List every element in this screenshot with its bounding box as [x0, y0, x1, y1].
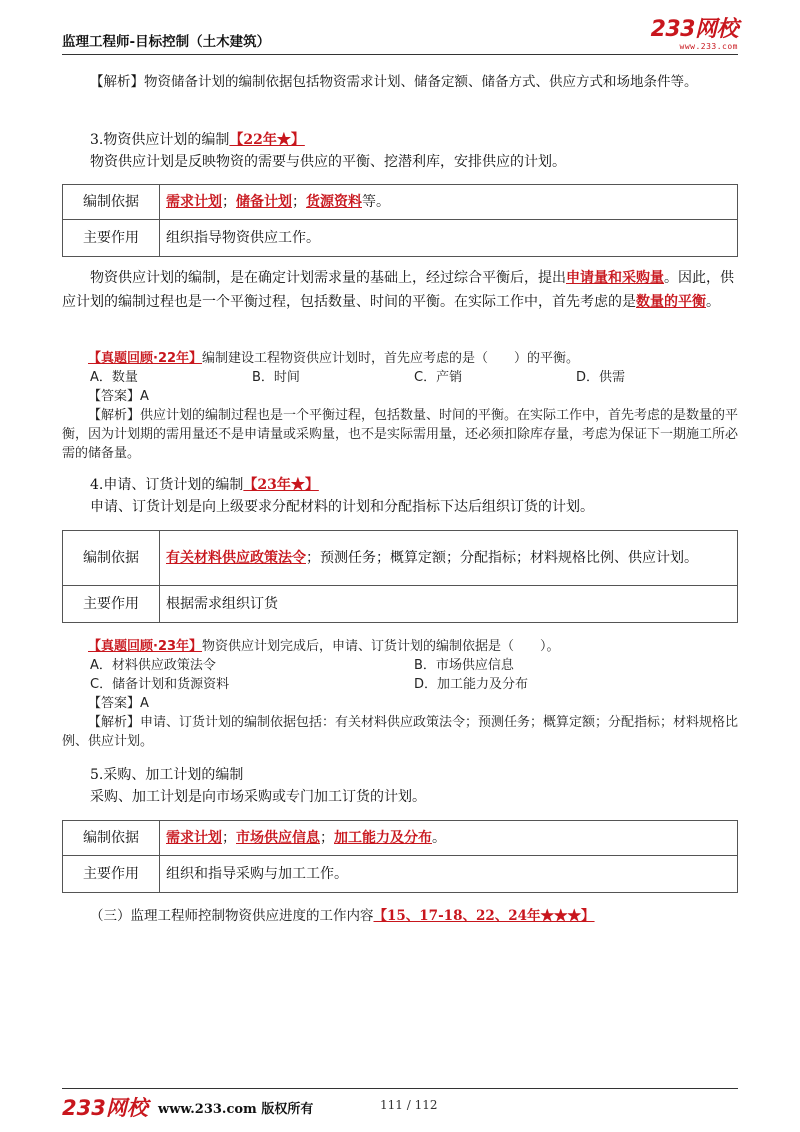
footer-divider [62, 1088, 738, 1089]
intro-analysis-text: 【解析】物资储备计划的编制依据包括物资需求计划、储备定额、储备方式、供应方式和场地条件等。 [90, 74, 698, 90]
sec3-year-tag: 【22年★】 [229, 132, 305, 148]
sec4-desc-text: 申请、订货计划是向上级要求分配材料的计划和分配指标下达后组织订货的计划。 [90, 499, 594, 515]
quiz-22-options [62, 368, 738, 387]
sec3-row2-label: 主要作用 [63, 220, 160, 257]
sec5-row2-label: 主要作用 [63, 856, 160, 893]
quiz-23 [62, 637, 738, 751]
brand-logo[interactable] [651, 18, 738, 51]
sec4-table [62, 530, 738, 623]
sec3-table [62, 184, 738, 257]
sec5-basis-3: 加工能力及分布 [334, 830, 432, 846]
sec4-basis-rest: ；预测任务；概算定额；分配指标；材料规格比例、供应计划。 [306, 550, 698, 566]
sec4-row2-label: 主要作用 [63, 586, 160, 623]
table-row [63, 586, 738, 623]
quiz-23-option-c: C．储备计划和货源资料 [90, 677, 230, 692]
sec3-para-a: 物资供应计划的编制，是在确定计划需求量的基础上，经过综合平衡后，提出 [90, 270, 566, 286]
sec4-row2-value: 根据需求组织订货 [160, 586, 738, 623]
table-row [63, 220, 738, 257]
quiz-23-option-a: A．材料供应政策法令 [90, 658, 216, 673]
quiz-22-option-d: D．供需 [576, 370, 626, 385]
sec5-title: 5.采购、加工计划的编制 [90, 767, 244, 783]
sec5-basis-2: 市场供应信息 [236, 830, 320, 846]
quiz-23-analysis: 【解析】申请、订货计划的编制依据包括：有关材料供应政策法令；预测任务；概算定额；分配指标；材料规格比例、供应计划。 [62, 715, 739, 749]
quiz-23-option-b: B．市场供应信息 [414, 658, 514, 673]
sec3-heading [62, 129, 738, 152]
sec5-basis-1: 需求计划 [166, 830, 222, 846]
sec3-highlight-1: 申请量和采购量 [566, 270, 664, 286]
quiz-22-option-b: B．时间 [252, 370, 300, 385]
quiz-23-options-row2 [62, 675, 738, 694]
sec3-basis-tail: 等。 [362, 194, 390, 210]
sec3-desc [62, 151, 738, 174]
sec5-basis-tail: 。 [432, 830, 446, 846]
sec5-row1-label: 编制依据 [63, 821, 160, 856]
quiz-23-options-row1 [62, 656, 738, 675]
sec5-row1-value: 需求计划；市场供应信息；加工能力及分布。 [160, 821, 738, 856]
table-row [63, 185, 738, 220]
sec3-para-b: 。因此，供应计划的编制过程也是一个平衡过程，包括数量、时间的平衡。在实际工作中，首先考虑的是 [62, 270, 734, 310]
brand-logo-text: 233网校 [650, 17, 738, 42]
quiz-23-tag: 【真题回顾·23年】 [88, 639, 203, 654]
sec4-title: 4.申请、订货计划的编制 [90, 477, 244, 493]
sec4-heading [62, 474, 738, 497]
table-row [63, 856, 738, 893]
sec3-desc-text: 物资供应计划是反映物资的需要与供应的平衡、挖潜利库，安排供应的计划。 [90, 154, 566, 170]
quiz-22-tag: 【真题回顾·22年】 [88, 351, 203, 366]
sec5-table [62, 820, 738, 893]
sec3-row1-label: 编制依据 [63, 185, 160, 220]
quiz-23-question-text: 物资供应计划完成后，申请、订货计划的编制依据是（ ）。 [202, 639, 560, 654]
sec3-highlight-2: 数量的平衡 [636, 294, 706, 310]
quiz-22-question-text: 编制建设工程物资供应计划时，首先应考虑的是（ ）的平衡。 [202, 351, 580, 366]
sec3-basis-1: 需求计划 [166, 194, 222, 210]
sec5-desc [62, 786, 738, 809]
quiz-23-question [62, 637, 738, 656]
quiz-22 [62, 349, 738, 463]
table-row [63, 531, 738, 586]
sec3-paragraph [62, 266, 738, 314]
quiz-22-analysis: 【解析】供应计划的编制过程也是一个平衡过程，包括数量、时间的平衡。在实际工作中，首先考虑的是数量的平衡，因为计划期的需用量还不是申请量或采购量，也不是实际需用量，还必须扣除库存量，考虑为保证下一期施工所必需的储备量。 [62, 408, 739, 461]
sec4-basis-highlight: 有关材料供应政策法令 [166, 550, 306, 566]
page-number: 111 / 112 [380, 1098, 438, 1112]
sec4-row1-value [160, 531, 738, 586]
sec3-basis-3: 货源资料 [306, 194, 362, 210]
sec4-desc [62, 496, 738, 519]
sec5-desc-text: 采购、加工计划是向市场采购或专门加工订货的计划。 [90, 789, 426, 805]
sec4-row1-label: 编制依据 [63, 531, 160, 586]
sec3-title: 3.物资供应计划的编制 [90, 132, 230, 148]
sec3-basis-2: 储备计划 [236, 194, 292, 210]
quiz-22-answer: 【答案】A [88, 389, 149, 404]
header-title: 监理工程师-目标控制（土木建筑） [62, 34, 271, 50]
sec5-heading [62, 764, 738, 787]
quiz-22-question [62, 349, 738, 368]
intro-analysis [62, 72, 738, 93]
sec5-row2-value: 组织和指导采购与加工工作。 [160, 856, 738, 893]
quiz-22-option-a: A．数量 [90, 370, 138, 385]
brand-logo-url: www.233.com [679, 42, 738, 51]
sec4-year-tag: 【23年★】 [243, 477, 319, 493]
footer-brand-logo[interactable]: 233网校 [62, 1096, 148, 1120]
sec3-row2-value: 组织指导物资供应工作。 [160, 220, 738, 257]
next-section-year-tag: 【15、17-18、22、24年★★★】 [373, 908, 595, 924]
quiz-23-answer: 【答案】A [88, 696, 149, 711]
table-row [63, 821, 738, 856]
quiz-22-option-c: C．产销 [414, 370, 463, 385]
quiz-23-option-d: D．加工能力及分布 [414, 677, 529, 692]
sec3-para-c: 。 [706, 294, 720, 310]
next-section-title: （三）监理工程师控制物资供应进度的工作内容 [90, 908, 374, 924]
footer-copyright: www.233.com 版权所有 [158, 1102, 314, 1117]
next-section-heading [62, 905, 738, 928]
header-divider [62, 54, 738, 55]
sec3-row1-value: 需求计划；储备计划；货源资料等。 [160, 185, 738, 220]
